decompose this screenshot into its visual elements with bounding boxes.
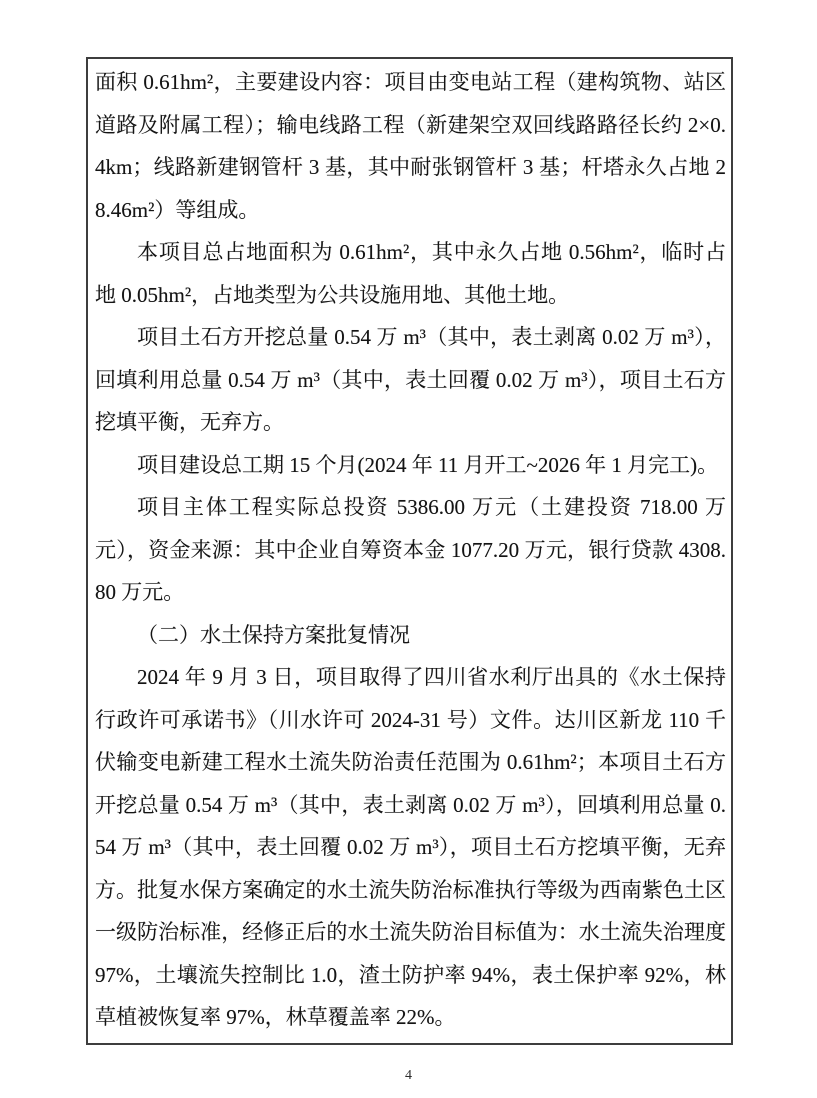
- page-number: 4: [405, 1068, 412, 1083]
- paragraph-earthwork-volume: 项目土石方开挖总量 0.54 万 m³（其中，表土剥离 0.02 万 m³），回填利用总量 0.54 万 m³（其中，表土回覆 0.02 万 m³），项目土石方挖填平衡，无弃方。: [95, 325, 726, 434]
- paragraph-approval-details: 2024 年 9 月 3 日，项目取得了四川省水利厅出具的《水土保持行政许可承诺书》（川水许可 2024-31 号）文件。达川区新龙 110 千伏输变电新建工程水土流失防治责任范围为 0.61hm²；本项目土石方开挖总量 0.54 万 m³（其中，表土剥离 0.02 万 m³），回填利用总量 0.54 万 m³（其中，表土回覆 0.02 万 m³），项目土石方挖填平衡，无弃方。批复水保方案确定的水土流失防治标准执行等级为西南紫色土区一级防治标准，经修正后的水土流失防治目标值为：水土流失治理度 97%，土壤流失控制比 1.0，渣土防护率 94%，表土保护率 92%，林草植被恢复率 97%，林草覆盖率 22%。: [95, 665, 726, 1029]
- paragraph-investment: 项目主体工程实际总投资 5386.00 万元（土建投资 718.00 万元），资金来源：其中企业自筹资本金 1077.20 万元，银行贷款 4308.80 万元。: [95, 495, 726, 604]
- text-border-frame: [86, 57, 733, 1045]
- paragraph-construction-period: 项目建设总工期 15 个月(2024 年 11 月开工~2026 年 1 月完工)。: [137, 452, 719, 477]
- section-heading-approval-status: （二）水土保持方案批复情况: [137, 622, 410, 647]
- paragraph-project-composition: 面积 0.61hm²，主要建设内容：项目由变电站工程（建构筑物、站区道路及附属工程）；输电线路工程（新建架空双回线路路径长约 2×0.4km；线路新建钢管杆 3 基，其中耐张钢管杆 3 基；杆塔永久占地 28.46m²）等组成。: [95, 70, 726, 222]
- paragraph-land-occupation: 本项目总占地面积为 0.61hm²，其中永久占地 0.56hm²，临时占地 0.05hm²，占地类型为公共设施用地、其他土地。: [95, 240, 726, 307]
